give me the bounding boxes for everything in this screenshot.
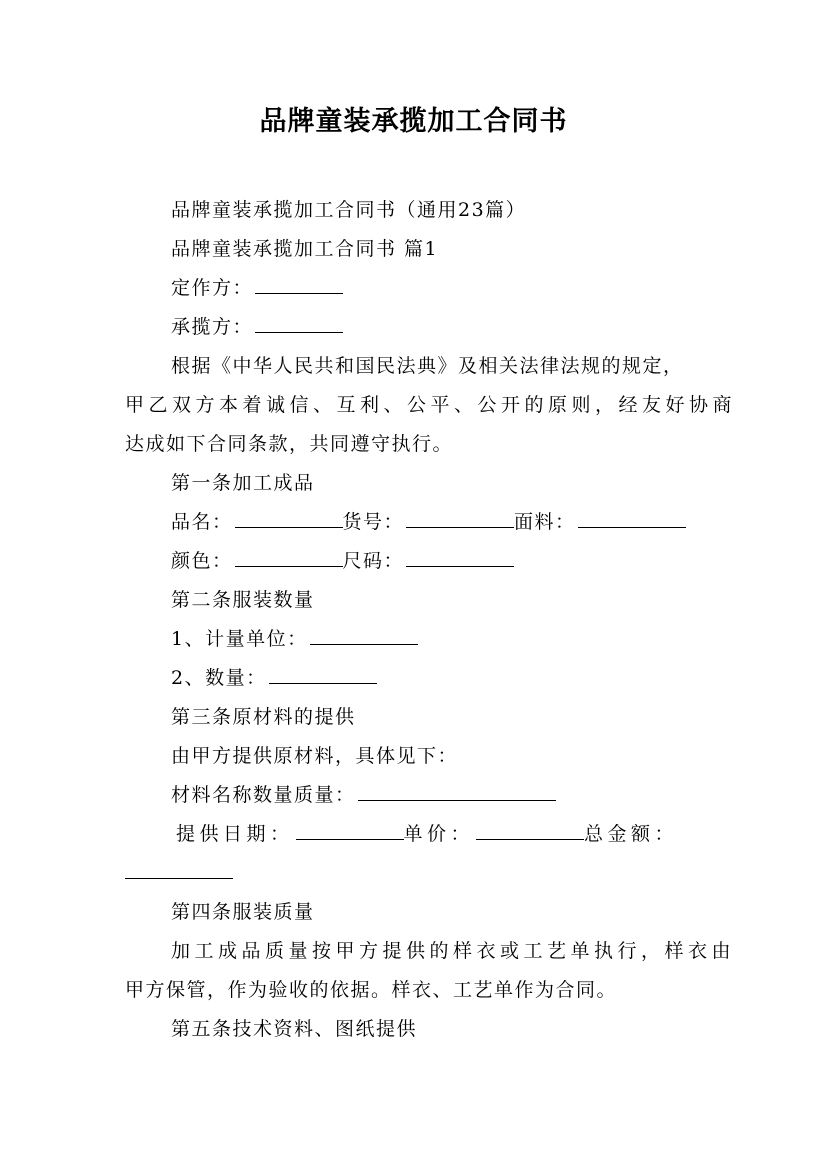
material-label: 材料名称数量质量：: [171, 784, 356, 806]
party-b-line: [171, 312, 343, 342]
document-title: 品牌童装承揽加工合同书: [259, 106, 568, 137]
article-4-title: 第四条服装质量: [171, 901, 315, 923]
article-5-title: 第五条技术资料、图纸提供: [171, 1018, 418, 1040]
article-1-title: 第一条加工成品: [171, 472, 315, 494]
total-blank: [125, 858, 233, 879]
article-2-title: 第二条服装数量: [171, 589, 315, 611]
size-blank: [406, 546, 514, 567]
size-label: 尺码：: [342, 550, 405, 572]
paragraph-1-line-1: 根据《中华人民共和国民法典》及相关法律法规的规定，: [171, 355, 684, 377]
paragraph-4-line-2: 甲方保管，作为验收的依据。样衣、工艺单作为合同。: [125, 979, 618, 1001]
total-label: 总金额：: [584, 823, 679, 845]
paragraph-1-line-3: 达成如下合同条款，共同遵守执行。: [125, 433, 454, 455]
unit-line: [171, 624, 418, 654]
color-size-line: [171, 546, 514, 576]
party-a-line: [171, 273, 343, 303]
date-blank: [296, 819, 404, 840]
material-line: [171, 780, 556, 810]
unit-label: 1、计量单位：: [171, 628, 308, 650]
color-blank: [235, 546, 343, 567]
price-line: [176, 819, 678, 849]
unit-price-blank: [476, 819, 584, 840]
item-no-blank: [406, 507, 514, 528]
total-line: [125, 858, 233, 888]
supply-text: 由甲方提供原材料，具体见下：: [171, 745, 459, 767]
paragraph-1-line-2: 甲乙双方本着诚信、互利、公平、公开的原则，经友好协商: [125, 394, 737, 416]
paragraph-4-line-1: 加工成品质量按甲方提供的样衣或工艺单执行，样衣由: [171, 940, 736, 962]
color-label: 颜色：: [171, 550, 233, 572]
party-b-label: 承揽方：: [171, 316, 254, 338]
date-label: 提供日期：: [176, 823, 294, 845]
fabric-blank: [578, 507, 686, 528]
article-3-title: 第三条原材料的提供: [171, 706, 356, 728]
quantity-label: 2、数量：: [171, 667, 267, 689]
fabric-label: 面料：: [514, 511, 576, 533]
quantity-blank: [269, 663, 377, 684]
product-name-blank: [235, 507, 343, 528]
product-name-label: 品名：: [171, 511, 233, 533]
item-no-label: 货号：: [342, 511, 405, 533]
unit-price-label: 单价：: [403, 823, 475, 845]
product-fields-line: [171, 507, 686, 537]
party-a-blank: [255, 273, 343, 294]
unit-blank: [310, 624, 418, 645]
material-blank: [358, 780, 556, 801]
party-a-label: 定作方：: [171, 277, 254, 299]
subtitle: 品牌童装承揽加工合同书（通用23篇）: [171, 199, 527, 221]
quantity-line: [171, 663, 377, 693]
part-heading: 品牌童装承揽加工合同书 篇1: [171, 238, 439, 260]
party-b-blank: [255, 312, 343, 333]
